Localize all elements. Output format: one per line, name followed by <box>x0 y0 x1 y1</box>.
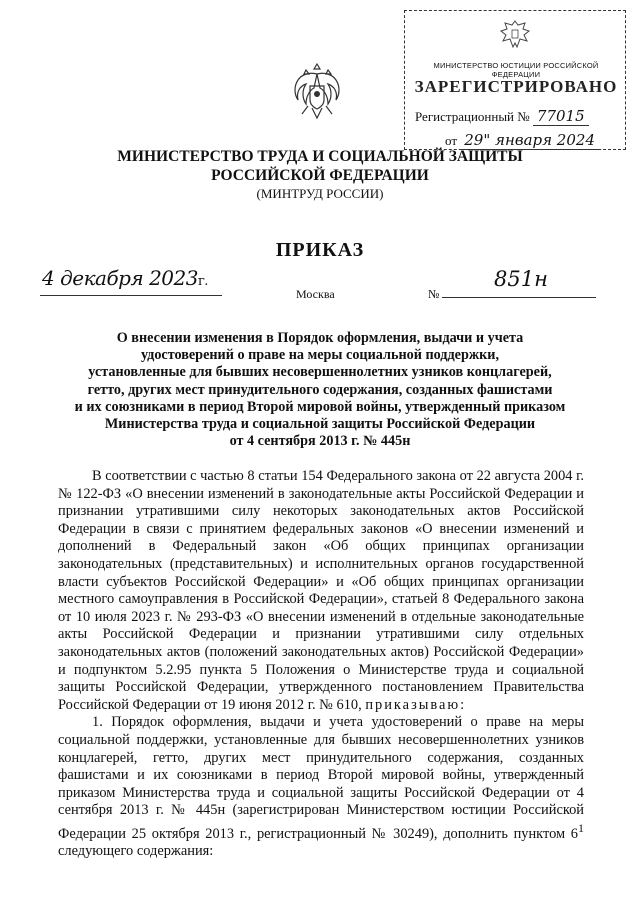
stamp-reg-number-line <box>415 107 589 125</box>
stamp-reg-number: 77015 <box>533 107 589 126</box>
stamp-date: 29" января 2024 <box>460 131 599 150</box>
clause-1-text: 1. Порядок оформления, выдачи и учета удостоверений о праве на меры социальной поддержки, установленные для бывших несовершеннолетних узников концлагерей, гетто, других мест принудительного содержания, созданных фашистами и их союзниками в период Второй мировой войны, утвержденный приказом Министерства труда и социальной защиты Российской Федерации от 4 сентября 2013 г. № 445н (зарегистрирован Министерством юстиции Российской Федерации 25 октября 2013 г., регистрационный № 30249), дополнить пунктом 6 <box>58 714 584 842</box>
heading-line: установленные для бывших несовершеннолетних узников концлагерей, <box>88 364 552 381</box>
order-heading <box>60 330 580 450</box>
heading-line: гетто, других мест принудительного содержания, созданных фашистами <box>87 381 553 398</box>
ministry-line1: МИНИСТЕРСТВО ТРУДА И СОЦИАЛЬНОЙ ЗАЩИТЫ <box>117 148 523 165</box>
order-verb: приказываю: <box>365 696 467 713</box>
order-number: 851н <box>494 267 548 291</box>
order-date <box>42 266 208 290</box>
order-number-label: № <box>428 287 440 301</box>
heading-line: О внесении изменения в Порядок оформления, выдачи и учета <box>116 330 524 346</box>
stamp-eagle-icon <box>495 15 535 55</box>
document-type: ПРИКАЗ <box>275 239 365 261</box>
coat-of-arms-icon <box>288 60 346 122</box>
heading-line: Министерства труда и социальной защиты Российской Федерации <box>104 416 536 433</box>
ministry-line2: РОССИЙСКОЙ ФЕДЕРАЦИИ <box>211 167 429 184</box>
stamp-registered: ЗАРЕГИСТРИРОВАНО <box>414 77 618 96</box>
preamble-paragraph <box>58 468 584 714</box>
heading-line: и их союзниками в период Второй мировой войны, утвержденный приказом <box>74 398 566 415</box>
registration-stamp <box>404 10 626 150</box>
number-underline <box>442 297 596 298</box>
date-underline <box>40 295 222 296</box>
order-date-suffix: г. <box>197 274 208 289</box>
stamp-reg-number-label: Регистрационный № <box>415 109 530 124</box>
order-body <box>58 468 584 861</box>
order-date-value: 4 декабря 2023 <box>42 266 198 290</box>
order-city: Москва <box>296 287 335 301</box>
heading-line: от 4 сентября 2013 г. № 445н <box>229 433 411 450</box>
ministry-name <box>100 147 540 185</box>
clause-1-sup: 1 <box>578 820 584 835</box>
clause-1-paragraph <box>58 714 584 861</box>
stamp-date-prefix: от <box>445 133 458 148</box>
clause-1-end: следующего содержания: <box>58 843 214 860</box>
stamp-ministry: МИНИСТЕРСТВО ЮСТИЦИИ РОССИЙСКОЙ ФЕДЕРАЦИИ <box>433 61 599 79</box>
ministry-short: (МИНТРУД РОССИИ) <box>256 186 384 201</box>
preamble-text: В соответствии с частью 8 статьи 154 Федерального закона от 22 августа 2004 г. № 122-ФЗ «О внесении изменений в законодательные акты Российской Федерации и признании утратившими силу некоторых законодательных актов Российской Федерации в связи с принятием федеральных законов «О внесении изменений и дополнений в Федеральный закон «Об общих принципах организации законодательных (представительных) и исполнительных органов государственной власти субъектов Российской Федерации» и «Об общих принципах организации местного самоуправления в Российской Федерации», статьей 8 Федерального закона от 10 июля 2023 г. № 293-ФЗ «О внесении изменений в отдельные законодательные акты Российской Федерации и признании утратившими силу отдельных законодательных актов (положений законодательных актов) Российской Федерации» и подпунктом 5.2.95 пункта 5 Положения о Министерстве труда и социальной защиты Российской Федерации, утвержденного постановлением Правительства Российской Федерации от 19 июня 2012 г. № 610, <box>58 468 584 713</box>
heading-line: удостоверений о праве на меры социальной поддержки, <box>140 347 500 364</box>
